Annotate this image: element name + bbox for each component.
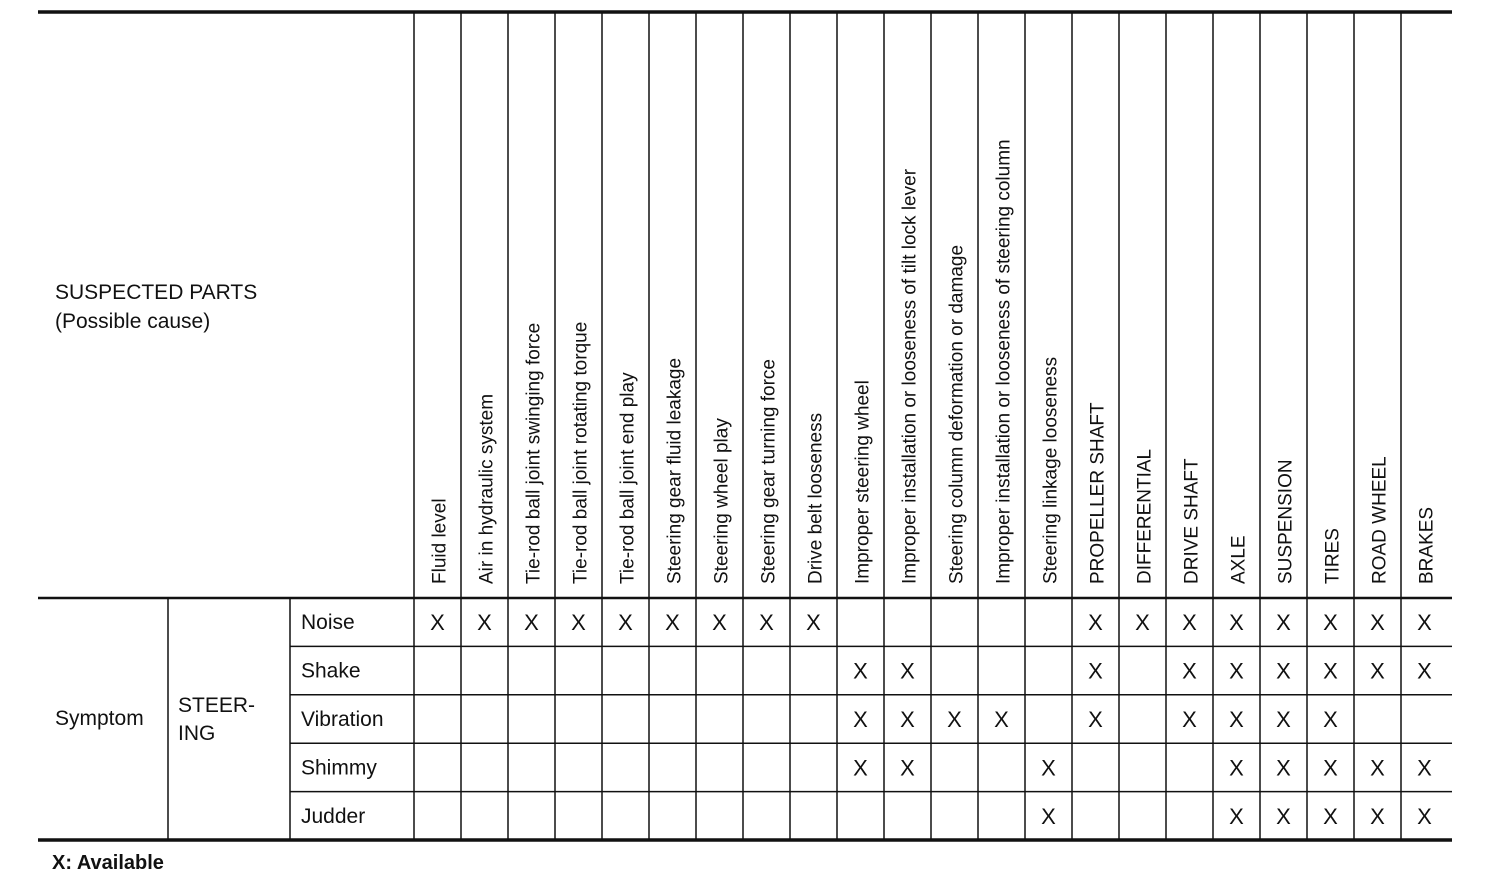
column-header-tires: TIRES [1322,528,1344,584]
cell-mark: X [947,707,962,732]
cell-mark: X [900,707,915,732]
column-header-drive-shaft: DRIVE SHAFT [1181,458,1203,584]
cell-mark: X [1276,658,1291,684]
cell-mark: X [853,658,868,684]
cell-mark: X [1276,803,1291,829]
column-header-suspension: SUSPENSION [1275,459,1297,584]
column-header-steering-gear-turning-force: Steering gear turning force [758,359,780,584]
column-header-improper-installation-or-looseness-of-steering-column: Improper installation or looseness of steering column [993,139,1015,584]
row-label-shimmy: Shimmy [301,756,377,780]
cell-mark: X [1229,658,1244,684]
cell-mark: X [1323,707,1338,732]
cell-mark: X [1370,658,1385,684]
cell-mark: X [900,658,915,684]
column-header-steering-linkage-looseness: Steering linkage looseness [1040,356,1062,584]
column-header-fluid-level: Fluid level [429,498,451,584]
cell-mark: X [1323,610,1338,636]
column-header-axle: AXLE [1228,535,1250,584]
row-label-vibration: Vibration [301,708,384,731]
cell-mark: X [994,707,1009,732]
column-header-steering-gear-fluid-leakage: Steering gear fluid leakage [664,357,686,584]
column-header-brakes: BRAKES [1416,506,1438,584]
cell-mark: X [1417,803,1432,829]
category-label-line1: STEER- [178,694,256,717]
header-subtitle: (Possible cause) [55,310,211,333]
cell-mark: X [477,610,492,636]
cell-mark: X [1276,610,1291,636]
cell-mark: X [1323,658,1338,684]
cell-mark: X [900,755,915,781]
row-label-judder: Judder [301,804,366,828]
cell-mark: X [1135,610,1150,636]
column-headers [430,139,1438,584]
row-label-noise: Noise [301,611,355,635]
cell-mark: X [712,610,727,636]
cell-mark: X [1417,610,1432,636]
cell-mark: X [1417,658,1432,684]
cell-mark: X [1323,755,1338,781]
cell-mark: X [806,610,821,636]
cell-mark: X [853,755,868,781]
cell-mark: X [1276,707,1291,732]
cell-mark: X [665,610,680,636]
column-header-tie-rod-ball-joint-rotating-torque: Tie-rod ball joint rotating torque [570,321,592,584]
column-header-tie-rod-ball-joint-swinging-force: Tie-rod ball joint swinging force [523,322,545,584]
cell-mark: X [1182,658,1197,684]
cell-mark: X [571,610,586,636]
cell-mark: X [1041,803,1056,829]
cell-mark: X [1229,803,1244,829]
cell-mark: X [1088,658,1103,684]
column-header-differential: DIFFERENTIAL [1134,448,1156,584]
cell-mark: X [524,610,539,636]
cell-mark: X [1182,707,1197,732]
cell-mark: X [1276,755,1291,781]
column-header-steering-column-deformation-or-damage: Steering column deformation or damage [946,244,968,584]
column-header-improper-installation-or-looseness-of-tilt-lock-lever: Improper installation or looseness of tilt lock lever [899,168,921,584]
row-labels [301,611,384,828]
cell-mark: X [1088,610,1103,636]
category-label-line2: ING [178,722,216,745]
column-header-drive-belt-looseness: Drive belt looseness [805,412,827,584]
column-header-road-wheel: ROAD WHEEL [1369,456,1391,584]
cell-mark: X [853,707,868,732]
cell-mark: X [1417,755,1432,781]
symptom-label: Symptom [55,707,144,730]
legend: X: Available [52,852,164,874]
cell-mark: X [1041,755,1056,781]
cell-mark: X [430,610,445,636]
column-header-improper-steering-wheel: Improper steering wheel [852,380,874,584]
row-label-shake: Shake [301,659,361,683]
cell-mark: X [1182,610,1197,636]
header-title: SUSPECTED PARTS [55,281,258,304]
cell-mark: X [1229,755,1244,781]
column-header-propeller-shaft: PROPELLER SHAFT [1087,402,1109,584]
column-header-tie-rod-ball-joint-end-play: Tie-rod ball joint end play [617,372,639,584]
cell-mark: X [1370,755,1385,781]
column-header-air-in-hydraulic-system: Air in hydraulic system [476,393,498,584]
cell-mark: X [1229,610,1244,636]
cell-mark: X [1229,707,1244,732]
cell-mark: X [1323,803,1338,829]
cell-mark: X [1370,610,1385,636]
cell-mark: X [1088,707,1103,732]
column-header-steering-wheel-play: Steering wheel play [711,418,733,584]
cell-mark: X [618,610,633,636]
cell-mark: X [759,610,774,636]
cell-mark: X [1370,803,1385,829]
